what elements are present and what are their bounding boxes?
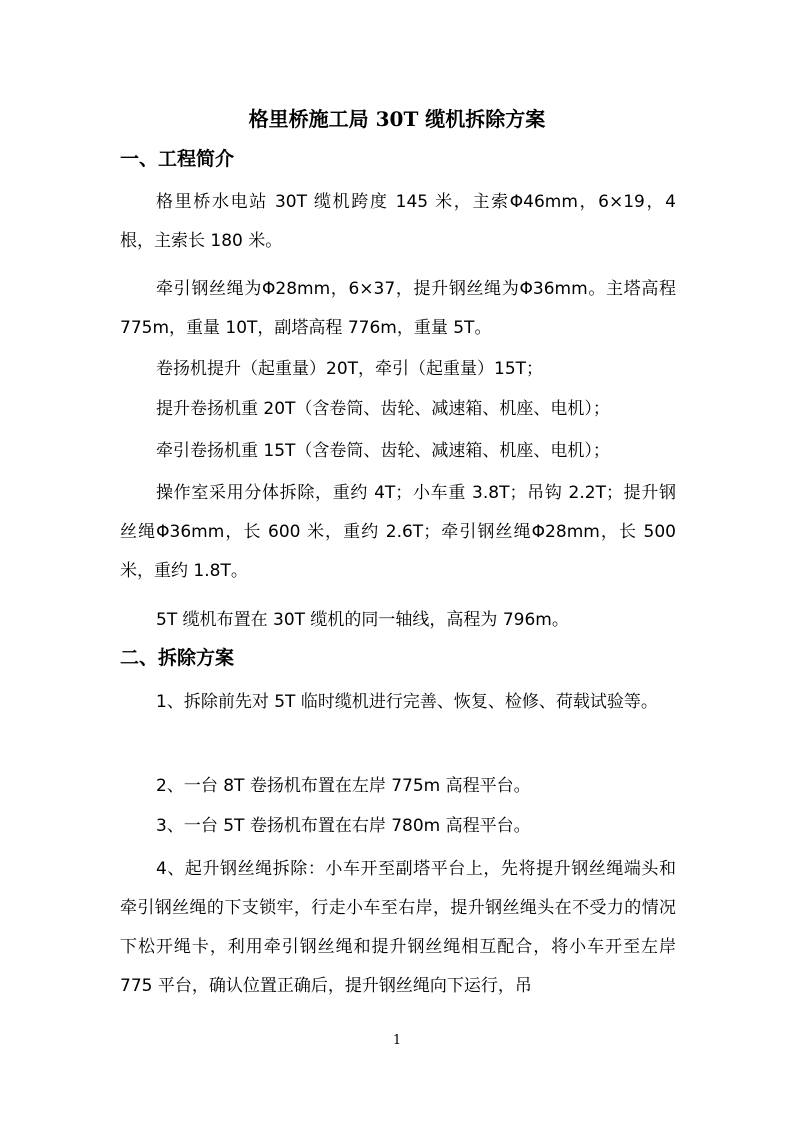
paragraph: 牵引钢丝绳为Φ28mm，6×37，提升钢丝绳为Φ36mm。主塔高程 775m，重量 10T，副塔高程 776m，重量 5T。 <box>120 279 676 338</box>
paragraph: 4、起升钢丝绳拆除：小车开至副塔平台上，先将提升钢丝绳端头和牵引钢丝绳的下支锁牢，行走小车至右岸，提升钢丝绳头在不受力的情况下松开绳卡，利用牵引钢丝绳和提升钢丝绳相互配合，将小车开至左岸 775 平台，确认位置正确后，提升钢丝绳向下运行，吊 <box>120 859 676 996</box>
section-heading-demolition-plan: 二、拆除方案 <box>120 647 235 669</box>
paragraph: 牵引卷扬机重 15T（含卷筒、齿轮、减速箱、机座、电机）； <box>156 441 610 461</box>
page-number: 1 <box>392 1033 402 1048</box>
paragraph: 5T 缆机布置在 30T 缆机的同一轴线，高程为 796m。 <box>156 610 569 630</box>
paragraph: 操作室采用分体拆除，重约 4T；小车重 3.8T；吊钩 2.2T；提升钢丝绳Φ36mm，长 600 米，重约 2.6T；牵引钢丝绳Φ28mm，长 500 米，重约 1.8T。 <box>120 483 676 581</box>
paragraph: 提升卷扬机重 20T（含卷筒、齿轮、减速箱、机座、电机）； <box>156 399 610 419</box>
paragraph: 2、一台 8T 卷扬机布置在左岸 775m 高程平台。 <box>156 776 531 796</box>
paragraph: 1、拆除前先对 5T 临时缆机进行完善、恢复、检修、荷载试验等。 <box>156 692 658 712</box>
paragraph: 卷扬机提升（起重量）20T，牵引（起重量）15T； <box>156 359 544 379</box>
paragraph: 3、一台 5T 卷扬机布置在右岸 780m 高程平台。 <box>156 816 531 836</box>
paragraph: 格里桥水电站 30T 缆机跨度 145 米，主索Φ46mm，6×19，4 根，主索长 180 米。 <box>120 192 676 251</box>
section-heading-overview: 一、工程简介 <box>120 148 235 170</box>
page-title: 格里桥施工局 30T 缆机拆除方案 <box>248 107 546 131</box>
